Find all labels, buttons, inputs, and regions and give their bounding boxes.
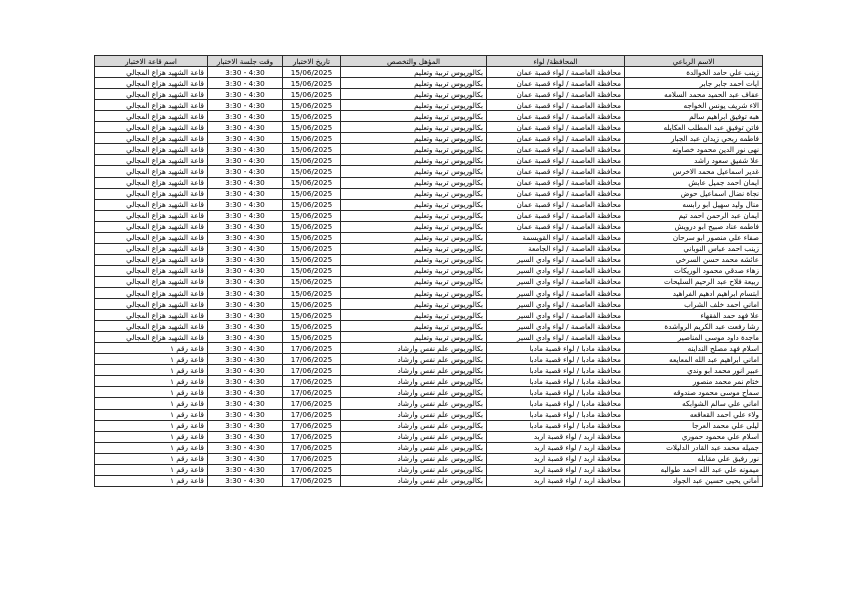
table-row bbox=[95, 376, 763, 387]
cell-qualification: بكالوريوس تربية وتعليم bbox=[341, 89, 487, 100]
cell-session-time: 3:30 - 4:30 bbox=[208, 67, 283, 78]
cell-exam-date: 15/06/2025 bbox=[283, 89, 341, 100]
cell-name: ايات احمد جابر جابر bbox=[625, 78, 763, 89]
cell-governorate: محافظة اربد / لواء قصبة اربد bbox=[487, 475, 625, 486]
cell-session-time: 3:30 - 4:30 bbox=[208, 144, 283, 155]
cell-governorate: محافظة مادبا / لواء قصبة مادبا bbox=[487, 354, 625, 365]
cell-governorate: محافظة اربد / لواء قصبة اربد bbox=[487, 431, 625, 442]
cell-session-time: 3:30 - 4:30 bbox=[208, 464, 283, 475]
table-header-row bbox=[95, 56, 763, 67]
cell-governorate: محافظة اربد / لواء قصبة اربد bbox=[487, 453, 625, 464]
cell-hall: قاعة رقم ١ bbox=[95, 475, 208, 486]
cell-hall: قاعة رقم ١ bbox=[95, 398, 208, 409]
table-row bbox=[95, 210, 763, 221]
cell-qualification: بكالوريوس علم نفس وارشاد bbox=[341, 420, 487, 431]
cell-hall: قاعة رقم ١ bbox=[95, 453, 208, 464]
cell-qualification: بكالوريوس تربية وتعليم bbox=[341, 100, 487, 111]
table-row bbox=[95, 475, 763, 486]
cell-name: اماني ابراهيم عبد الله المعايعه bbox=[625, 354, 763, 365]
cell-hall: قاعة الشهيد هزاع المجالي bbox=[95, 254, 208, 265]
table-row bbox=[95, 431, 763, 442]
cell-qualification: بكالوريوس تربية وتعليم bbox=[341, 321, 487, 332]
cell-qualification: بكالوريوس تربية وتعليم bbox=[341, 232, 487, 243]
cell-name: عبير انور محمد ابو وندي bbox=[625, 365, 763, 376]
cell-exam-date: 17/06/2025 bbox=[283, 354, 341, 365]
cell-governorate: محافظة العاصمة / لواء وادي السير bbox=[487, 254, 625, 265]
table-row bbox=[95, 343, 763, 354]
cell-name: فاتن توفيق عبد المطلب العكايله bbox=[625, 122, 763, 133]
table-row bbox=[95, 332, 763, 343]
cell-governorate: محافظة العاصمة / لواء قصبة عمان bbox=[487, 100, 625, 111]
cell-exam-date: 15/06/2025 bbox=[283, 210, 341, 221]
header-qualification: المؤهل والتخصص bbox=[341, 56, 487, 67]
cell-exam-date: 15/06/2025 bbox=[283, 155, 341, 166]
cell-governorate: محافظة العاصمة / لواء قصبة عمان bbox=[487, 111, 625, 122]
cell-qualification: بكالوريوس تربية وتعليم bbox=[341, 299, 487, 310]
cell-hall: قاعة رقم ١ bbox=[95, 442, 208, 453]
cell-session-time: 3:30 - 4:30 bbox=[208, 287, 283, 298]
cell-governorate: محافظة العاصمة / لواء قصبة عمان bbox=[487, 67, 625, 78]
table-row bbox=[95, 276, 763, 287]
cell-governorate: محافظة العاصمة / لواء القويسمة bbox=[487, 232, 625, 243]
cell-session-time: 3:30 - 4:30 bbox=[208, 221, 283, 232]
cell-hall: قاعة الشهيد هزاع المجالي bbox=[95, 122, 208, 133]
cell-session-time: 3:30 - 4:30 bbox=[208, 89, 283, 100]
cell-governorate: محافظة العاصمة / لواء وادي السير bbox=[487, 310, 625, 321]
cell-governorate: محافظة العاصمة / لواء قصبة عمان bbox=[487, 199, 625, 210]
cell-name: ماجدة داود موسى المناصير bbox=[625, 332, 763, 343]
cell-session-time: 3:30 - 4:30 bbox=[208, 122, 283, 133]
cell-governorate: محافظة مادبا / لواء قصبة مادبا bbox=[487, 420, 625, 431]
cell-exam-date: 15/06/2025 bbox=[283, 265, 341, 276]
cell-name: رشا رفعت عبد الكريم الرواشدة bbox=[625, 321, 763, 332]
cell-qualification: بكالوريوس تربية وتعليم bbox=[341, 144, 487, 155]
table-row bbox=[95, 221, 763, 232]
cell-hall: قاعة الشهيد هزاع المجالي bbox=[95, 310, 208, 321]
cell-governorate: محافظة العاصمة / لواء قصبة عمان bbox=[487, 78, 625, 89]
cell-exam-date: 17/06/2025 bbox=[283, 475, 341, 486]
header-name: الاسم الرباعي bbox=[625, 56, 763, 67]
header-hall: اسم قاعة الاختبار bbox=[95, 56, 208, 67]
table-row bbox=[95, 177, 763, 188]
cell-exam-date: 15/06/2025 bbox=[283, 332, 341, 343]
cell-name: فاطمه ربحي زيدان عبد الجبار bbox=[625, 133, 763, 144]
cell-governorate: محافظة العاصمة / لواء قصبة عمان bbox=[487, 155, 625, 166]
cell-name: عائشه محمد حسن السرخي bbox=[625, 254, 763, 265]
cell-name: ابتسام ابراهيم ادهيم الفراهيد bbox=[625, 287, 763, 298]
cell-name: علا فهد حمد الفقهاء bbox=[625, 310, 763, 321]
cell-qualification: بكالوريوس تربية وتعليم bbox=[341, 67, 487, 78]
cell-qualification: بكالوريوس علم نفس وارشاد bbox=[341, 365, 487, 376]
cell-qualification: بكالوريوس تربية وتعليم bbox=[341, 310, 487, 321]
table-row bbox=[95, 453, 763, 464]
cell-hall: قاعة الشهيد هزاع المجالي bbox=[95, 321, 208, 332]
cell-governorate: محافظة العاصمة / لواء قصبة عمان bbox=[487, 177, 625, 188]
cell-name: منال وليد سهيل ابو رابسه bbox=[625, 199, 763, 210]
header-governorate: المحافظة/ لواء bbox=[487, 56, 625, 67]
cell-qualification: بكالوريوس علم نفس وارشاد bbox=[341, 387, 487, 398]
table-row bbox=[95, 89, 763, 100]
table-row bbox=[95, 299, 763, 310]
cell-qualification: بكالوريوس تربية وتعليم bbox=[341, 199, 487, 210]
table-row bbox=[95, 365, 763, 376]
cell-exam-date: 15/06/2025 bbox=[283, 166, 341, 177]
cell-qualification: بكالوريوس علم نفس وارشاد bbox=[341, 409, 487, 420]
cell-exam-date: 17/06/2025 bbox=[283, 442, 341, 453]
cell-qualification: بكالوريوس تربية وتعليم bbox=[341, 221, 487, 232]
cell-exam-date: 15/06/2025 bbox=[283, 321, 341, 332]
cell-hall: قاعة الشهيد هزاع المجالي bbox=[95, 199, 208, 210]
cell-qualification: بكالوريوس علم نفس وارشاد bbox=[341, 376, 487, 387]
cell-qualification: بكالوريوس تربية وتعليم bbox=[341, 188, 487, 199]
cell-name: اسلام علي محمود حموري bbox=[625, 431, 763, 442]
cell-qualification: بكالوريوس تربية وتعليم bbox=[341, 166, 487, 177]
cell-hall: قاعة الشهيد هزاع المجالي bbox=[95, 144, 208, 155]
cell-session-time: 3:30 - 4:30 bbox=[208, 276, 283, 287]
cell-name: فاطمه عناد صبيح ابو درويش bbox=[625, 221, 763, 232]
cell-name: اماني احمد خلف الشراب bbox=[625, 299, 763, 310]
cell-session-time: 3:30 - 4:30 bbox=[208, 78, 283, 89]
cell-exam-date: 15/06/2025 bbox=[283, 276, 341, 287]
cell-session-time: 3:30 - 4:30 bbox=[208, 387, 283, 398]
cell-exam-date: 17/06/2025 bbox=[283, 365, 341, 376]
cell-session-time: 3:30 - 4:30 bbox=[208, 453, 283, 464]
table-row bbox=[95, 265, 763, 276]
cell-qualification: بكالوريوس علم نفس وارشاد bbox=[341, 354, 487, 365]
cell-name: ربيعة فلاح عبد الرحيم السليحات bbox=[625, 276, 763, 287]
cell-exam-date: 15/06/2025 bbox=[283, 100, 341, 111]
cell-name: اسلام فهد مصلح النداينه bbox=[625, 343, 763, 354]
cell-name: ليلى علي محمد العرجا bbox=[625, 420, 763, 431]
table-body bbox=[95, 67, 763, 487]
table-row bbox=[95, 100, 763, 111]
cell-qualification: بكالوريوس علم نفس وارشاد bbox=[341, 475, 487, 486]
cell-hall: قاعة الشهيد هزاع المجالي bbox=[95, 210, 208, 221]
cell-hall: قاعة الشهيد هزاع المجالي bbox=[95, 276, 208, 287]
cell-exam-date: 15/06/2025 bbox=[283, 199, 341, 210]
cell-hall: قاعة الشهيد هزاع المجالي bbox=[95, 177, 208, 188]
cell-exam-date: 15/06/2025 bbox=[283, 111, 341, 122]
cell-name: علا شفيق سعود راشد bbox=[625, 155, 763, 166]
cell-hall: قاعة الشهيد هزاع المجالي bbox=[95, 188, 208, 199]
table-row bbox=[95, 420, 763, 431]
cell-exam-date: 15/06/2025 bbox=[283, 67, 341, 78]
cell-name: اماني علي سالم الشوابكه bbox=[625, 398, 763, 409]
cell-session-time: 3:30 - 4:30 bbox=[208, 310, 283, 321]
table-row bbox=[95, 111, 763, 122]
cell-exam-date: 17/06/2025 bbox=[283, 398, 341, 409]
cell-governorate: محافظة العاصمة / لواء قصبة عمان bbox=[487, 144, 625, 155]
cell-name: نهى نور الدين محمود خصاونه bbox=[625, 144, 763, 155]
cell-hall: قاعة رقم ١ bbox=[95, 376, 208, 387]
cell-hall: قاعة رقم ١ bbox=[95, 365, 208, 376]
cell-session-time: 3:30 - 4:30 bbox=[208, 177, 283, 188]
cell-session-time: 3:30 - 4:30 bbox=[208, 475, 283, 486]
cell-session-time: 3:30 - 4:30 bbox=[208, 199, 283, 210]
cell-qualification: بكالوريوس تربية وتعليم bbox=[341, 243, 487, 254]
cell-governorate: محافظة مادبا / لواء قصبة مادبا bbox=[487, 387, 625, 398]
cell-session-time: 3:30 - 4:30 bbox=[208, 133, 283, 144]
cell-governorate: محافظة العاصمة / لواء وادي السير bbox=[487, 276, 625, 287]
cell-qualification: بكالوريوس تربية وتعليم bbox=[341, 265, 487, 276]
cell-governorate: محافظة العاصمة / لواء وادي السير bbox=[487, 321, 625, 332]
cell-qualification: بكالوريوس تربية وتعليم bbox=[341, 133, 487, 144]
cell-name: ايمان عبد الرحمن احمد تيم bbox=[625, 210, 763, 221]
cell-hall: قاعة الشهيد هزاع المجالي bbox=[95, 166, 208, 177]
header-session-time: وقت جلسة الاختبار bbox=[208, 56, 283, 67]
cell-exam-date: 15/06/2025 bbox=[283, 122, 341, 133]
cell-qualification: بكالوريوس تربية وتعليم bbox=[341, 78, 487, 89]
cell-exam-date: 17/06/2025 bbox=[283, 409, 341, 420]
cell-session-time: 3:30 - 4:30 bbox=[208, 299, 283, 310]
cell-governorate: محافظة العاصمة / لواء الجامعة bbox=[487, 243, 625, 254]
cell-hall: قاعة رقم ١ bbox=[95, 354, 208, 365]
table-row bbox=[95, 387, 763, 398]
cell-qualification: بكالوريوس تربية وتعليم bbox=[341, 210, 487, 221]
cell-qualification: بكالوريوس تربية وتعليم bbox=[341, 177, 487, 188]
table-row bbox=[95, 254, 763, 265]
cell-session-time: 3:30 - 4:30 bbox=[208, 210, 283, 221]
cell-exam-date: 15/06/2025 bbox=[283, 243, 341, 254]
table-row bbox=[95, 155, 763, 166]
cell-governorate: محافظة العاصمة / لواء وادي السير bbox=[487, 265, 625, 276]
cell-hall: قاعة الشهيد هزاع المجالي bbox=[95, 232, 208, 243]
header-exam-date: تاريخ الاختبار bbox=[283, 56, 341, 67]
table-row bbox=[95, 287, 763, 298]
table-row bbox=[95, 166, 763, 177]
cell-exam-date: 17/06/2025 bbox=[283, 387, 341, 398]
cell-session-time: 3:30 - 4:30 bbox=[208, 188, 283, 199]
cell-session-time: 3:30 - 4:30 bbox=[208, 321, 283, 332]
cell-name: ايمان احمد جميل عابش bbox=[625, 177, 763, 188]
table-row bbox=[95, 409, 763, 420]
cell-exam-date: 15/06/2025 bbox=[283, 144, 341, 155]
cell-governorate: محافظة العاصمة / لواء وادي السير bbox=[487, 299, 625, 310]
cell-hall: قاعة رقم ١ bbox=[95, 431, 208, 442]
cell-session-time: 3:30 - 4:30 bbox=[208, 100, 283, 111]
cell-governorate: محافظة العاصمة / لواء قصبة عمان bbox=[487, 122, 625, 133]
table-row bbox=[95, 78, 763, 89]
table-row bbox=[95, 464, 763, 475]
cell-name: سماح موسى محمود صندوقه bbox=[625, 387, 763, 398]
cell-exam-date: 15/06/2025 bbox=[283, 287, 341, 298]
cell-session-time: 3:30 - 4:30 bbox=[208, 232, 283, 243]
cell-qualification: بكالوريوس تربية وتعليم bbox=[341, 155, 487, 166]
cell-governorate: محافظة مادبا / لواء قصبة مادبا bbox=[487, 409, 625, 420]
cell-hall: قاعة الشهيد هزاع المجالي bbox=[95, 78, 208, 89]
cell-name: عفاف عبد الحميد محمد السلامه bbox=[625, 89, 763, 100]
cell-exam-date: 15/06/2025 bbox=[283, 254, 341, 265]
cell-hall: قاعة الشهيد هزاع المجالي bbox=[95, 221, 208, 232]
cell-hall: قاعة الشهيد هزاع المجالي bbox=[95, 89, 208, 100]
cell-exam-date: 17/06/2025 bbox=[283, 376, 341, 387]
cell-name: هبه توفيق ابراهيم سالم bbox=[625, 111, 763, 122]
cell-name: الاء شريف يونس الخواجه bbox=[625, 100, 763, 111]
table-row bbox=[95, 310, 763, 321]
cell-qualification: بكالوريوس علم نفس وارشاد bbox=[341, 398, 487, 409]
cell-hall: قاعة رقم ١ bbox=[95, 387, 208, 398]
cell-exam-date: 15/06/2025 bbox=[283, 299, 341, 310]
cell-exam-date: 15/06/2025 bbox=[283, 78, 341, 89]
cell-name: نجاة نضال اسماعيل حوض bbox=[625, 188, 763, 199]
cell-session-time: 3:30 - 4:30 bbox=[208, 365, 283, 376]
exam-schedule-table bbox=[94, 55, 763, 487]
cell-governorate: محافظة العاصمة / لواء قصبة عمان bbox=[487, 210, 625, 221]
cell-governorate: محافظة اربد / لواء قصبة اربد bbox=[487, 464, 625, 475]
cell-session-time: 3:30 - 4:30 bbox=[208, 254, 283, 265]
cell-governorate: محافظة العاصمة / لواء قصبة عمان bbox=[487, 166, 625, 177]
cell-exam-date: 15/06/2025 bbox=[283, 221, 341, 232]
cell-hall: قاعة الشهيد هزاع المجالي bbox=[95, 287, 208, 298]
cell-hall: قاعة الشهيد هزاع المجالي bbox=[95, 155, 208, 166]
cell-name: أماني يحيى حسين عبد الجواد bbox=[625, 475, 763, 486]
cell-session-time: 3:30 - 4:30 bbox=[208, 420, 283, 431]
cell-session-time: 3:30 - 4:30 bbox=[208, 155, 283, 166]
cell-name: ختام نمر محمد منصور bbox=[625, 376, 763, 387]
cell-qualification: بكالوريوس تربية وتعليم bbox=[341, 254, 487, 265]
cell-session-time: 3:30 - 4:30 bbox=[208, 354, 283, 365]
cell-exam-date: 17/06/2025 bbox=[283, 453, 341, 464]
cell-governorate: محافظة مادبا / لواء قصبة مادبا bbox=[487, 398, 625, 409]
cell-session-time: 3:30 - 4:30 bbox=[208, 343, 283, 354]
cell-qualification: بكالوريوس علم نفس وارشاد bbox=[341, 343, 487, 354]
cell-session-time: 3:30 - 4:30 bbox=[208, 431, 283, 442]
cell-exam-date: 15/06/2025 bbox=[283, 232, 341, 243]
cell-governorate: محافظة العاصمة / لواء وادي السير bbox=[487, 287, 625, 298]
cell-name: ميمونه علي عبد الله احمد طوالبه bbox=[625, 464, 763, 475]
table-row bbox=[95, 243, 763, 254]
cell-session-time: 3:30 - 4:30 bbox=[208, 265, 283, 276]
table-row bbox=[95, 188, 763, 199]
table-row bbox=[95, 122, 763, 133]
cell-hall: قاعة رقم ١ bbox=[95, 420, 208, 431]
cell-exam-date: 17/06/2025 bbox=[283, 464, 341, 475]
cell-exam-date: 15/06/2025 bbox=[283, 188, 341, 199]
cell-qualification: بكالوريوس علم نفس وارشاد bbox=[341, 431, 487, 442]
cell-name: زينب احمد عباس النوباني bbox=[625, 243, 763, 254]
cell-governorate: محافظة العاصمة / لواء قصبة عمان bbox=[487, 221, 625, 232]
cell-qualification: بكالوريوس علم نفس وارشاد bbox=[341, 442, 487, 453]
cell-exam-date: 17/06/2025 bbox=[283, 343, 341, 354]
cell-exam-date: 15/06/2025 bbox=[283, 177, 341, 188]
cell-hall: قاعة الشهيد هزاع المجالي bbox=[95, 111, 208, 122]
cell-hall: قاعة الشهيد هزاع المجالي bbox=[95, 100, 208, 111]
cell-hall: قاعة رقم ١ bbox=[95, 343, 208, 354]
cell-hall: قاعة الشهيد هزاع المجالي bbox=[95, 133, 208, 144]
cell-name: زهاء صدقي محمود الوريكات bbox=[625, 265, 763, 276]
cell-exam-date: 17/06/2025 bbox=[283, 420, 341, 431]
table-row bbox=[95, 144, 763, 155]
cell-governorate: محافظة اربد / لواء قصبة اربد bbox=[487, 442, 625, 453]
cell-hall: قاعة رقم ١ bbox=[95, 464, 208, 475]
cell-session-time: 3:30 - 4:30 bbox=[208, 409, 283, 420]
cell-session-time: 3:30 - 4:30 bbox=[208, 398, 283, 409]
cell-name: صفاء علي منصور ابو سرحان bbox=[625, 232, 763, 243]
cell-governorate: محافظة مادبا / لواء قصبة مادبا bbox=[487, 365, 625, 376]
cell-hall: قاعة رقم ١ bbox=[95, 409, 208, 420]
cell-qualification: بكالوريوس علم نفس وارشاد bbox=[341, 453, 487, 464]
cell-qualification: بكالوريوس تربية وتعليم bbox=[341, 111, 487, 122]
cell-hall: قاعة الشهيد هزاع المجالي bbox=[95, 299, 208, 310]
cell-qualification: بكالوريوس تربية وتعليم bbox=[341, 122, 487, 133]
cell-qualification: بكالوريوس تربية وتعليم bbox=[341, 332, 487, 343]
cell-exam-date: 17/06/2025 bbox=[283, 431, 341, 442]
cell-governorate: محافظة العاصمة / لواء قصبة عمان bbox=[487, 133, 625, 144]
cell-session-time: 3:30 - 4:30 bbox=[208, 332, 283, 343]
cell-name: نور رفيق علي مقابله bbox=[625, 453, 763, 464]
cell-qualification: بكالوريوس علم نفس وارشاد bbox=[341, 464, 487, 475]
cell-name: جميله محمد عبد القادر الدليلات bbox=[625, 442, 763, 453]
cell-governorate: محافظة مادبا / لواء قصبة مادبا bbox=[487, 343, 625, 354]
cell-exam-date: 15/06/2025 bbox=[283, 310, 341, 321]
table-row bbox=[95, 67, 763, 78]
cell-name: زينب علي حامد الخوالدة bbox=[625, 67, 763, 78]
cell-qualification: بكالوريوس تربية وتعليم bbox=[341, 287, 487, 298]
cell-qualification: بكالوريوس تربية وتعليم bbox=[341, 276, 487, 287]
cell-name: ولاء علي احمد القعاقعه bbox=[625, 409, 763, 420]
cell-governorate: محافظة مادبا / لواء قصبة مادبا bbox=[487, 376, 625, 387]
cell-session-time: 3:30 - 4:30 bbox=[208, 442, 283, 453]
cell-session-time: 3:30 - 4:30 bbox=[208, 166, 283, 177]
cell-governorate: محافظة العاصمة / لواء قصبة عمان bbox=[487, 188, 625, 199]
table-row bbox=[95, 321, 763, 332]
table-row bbox=[95, 199, 763, 210]
cell-session-time: 3:30 - 4:30 bbox=[208, 243, 283, 254]
table-row bbox=[95, 232, 763, 243]
cell-hall: قاعة الشهيد هزاع المجالي bbox=[95, 243, 208, 254]
cell-hall: قاعة الشهيد هزاع المجالي bbox=[95, 265, 208, 276]
cell-governorate: محافظة العاصمة / لواء قصبة عمان bbox=[487, 89, 625, 100]
cell-exam-date: 15/06/2025 bbox=[283, 133, 341, 144]
cell-name: غدير اسماعيل محمد الاخرس bbox=[625, 166, 763, 177]
cell-governorate: محافظة العاصمة / لواء وادي السير bbox=[487, 332, 625, 343]
cell-hall: قاعة الشهيد هزاع المجالي bbox=[95, 67, 208, 78]
cell-session-time: 3:30 - 4:30 bbox=[208, 376, 283, 387]
table-row bbox=[95, 398, 763, 409]
exam-schedule-sheet bbox=[94, 55, 762, 487]
cell-session-time: 3:30 - 4:30 bbox=[208, 111, 283, 122]
cell-hall: قاعة الشهيد هزاع المجالي bbox=[95, 332, 208, 343]
table-row bbox=[95, 442, 763, 453]
table-row bbox=[95, 354, 763, 365]
table-row bbox=[95, 133, 763, 144]
